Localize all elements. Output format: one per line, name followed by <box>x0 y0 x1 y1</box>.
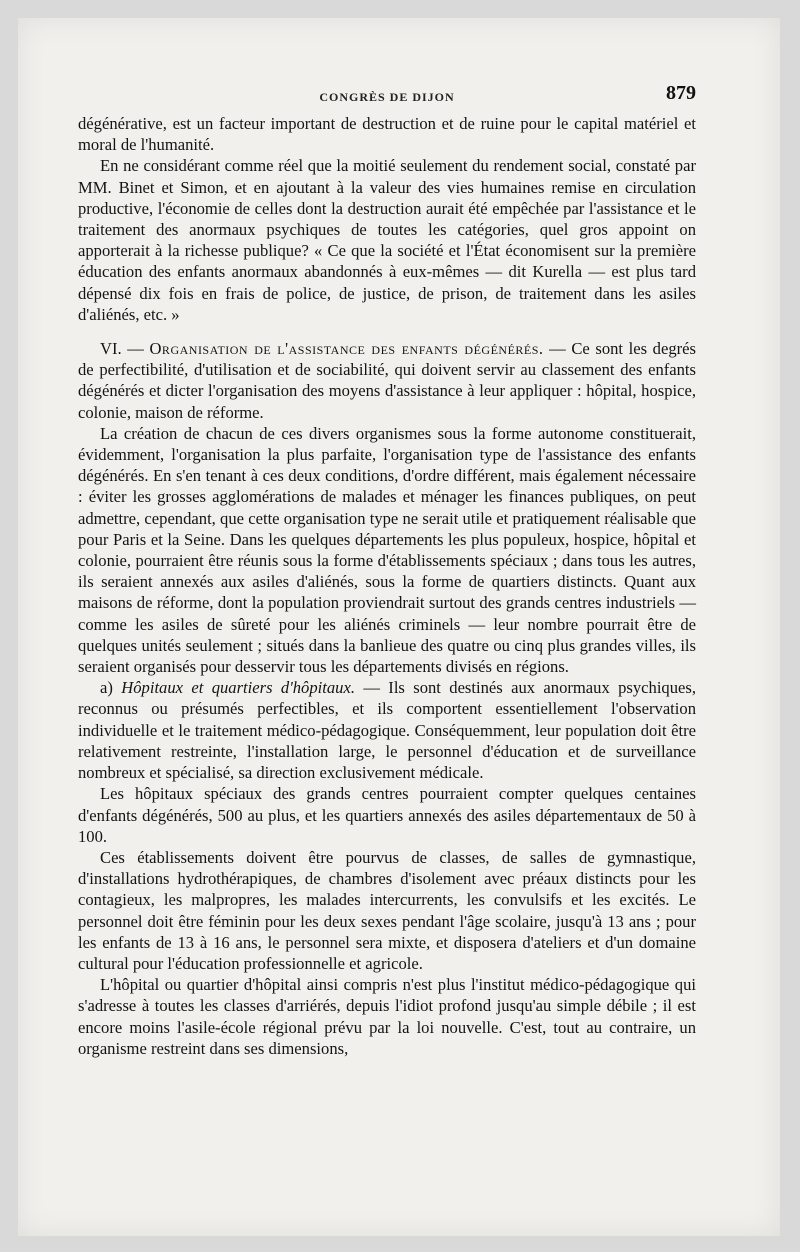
subsection-text: — Ils sont destinés aux anormaux psychiques, reconnus ou présumés perfectibles, et ils comportent essentiellement l'observation individuelle et le traitement médico-pédagogique. Conséquemment, leur population doit être relativement restreinte, l'installation large, le personnel d'éducation et de surveillance nombreux et spécialisé, sa direction exclusivement médicale. <box>78 678 697 783</box>
page-header <box>78 80 696 110</box>
running-title: CONGRÈS DE DIJON <box>319 90 455 104</box>
subsection-heading: Hôpitaux et quartiers d'hôpitaux. <box>121 678 355 698</box>
section-number: VI. — <box>100 339 150 359</box>
page-number: 879 <box>666 82 696 104</box>
subsection-label: a) <box>100 678 122 698</box>
body-text <box>78 113 696 1059</box>
paragraph-7: Ces établissements doivent être pourvus de classes, de salles de gymnastique, d'installations hydrothérapiques, de chambres d'isolement avec préaux distincts pour les contagieux, les malpropres, les malades intercurrents, les convulsifs et les excités. Le personnel doit être féminin pour les deux sexes pendant l'âge scolaire, jusqu'à 13 ans ; pour les enfants de 13 à 16 ans, le personnel sera mixte, et disposera d'ateliers et d'un domaine cultural pour l'éducation professionnelle et agricole. <box>78 847 696 973</box>
paragraph-4: La création de chacun de ces divers organismes sous la forme autonome constituerait, évidemment, l'organisation la plus parfaite, l'organisation type de l'assistance des enfants dégénérés. En s'en tenant à ces deux conditions, d'ordre différent, mais également nécessaire : éviter les grosses agglomérations de malades et ménager les finances publiques, on peut admettre, cependant, que cette organisation type ne serait utile et pratiquement réalisable que pour Paris et la Seine. Dans les quelques départements les plus populeux, hospice, hôpital et colonie, pourraient être réunis sous la forme d'établissements spéciaux ; dans tous les autres, ils seraient annexés aux asiles d'aliénés, sous la forme de quartiers distincts. Quant aux maisons de réforme, dont la population proviendrait surtout des grands centres industriels — comme les asiles de sûreté pour les aliénés criminels — leur nombre pourrait être de quelques unités seulement ; situés dans la banlieue des quatre ou cinq plus grandes villes, ils seraient organisés pour desservir tous les départements divisés en régions. <box>78 423 696 677</box>
subsection-a-paragraph <box>78 677 696 783</box>
section-vi-paragraph <box>78 338 696 423</box>
paragraph-6: Les hôpitaux spéciaux des grands centres pourraient compter quelques centaines d'enfants dégénérés, 500 au plus, et les quartiers annexés des asiles départementaux de 50 à 100. <box>78 784 696 846</box>
scanned-page <box>18 18 780 1236</box>
paragraph-1: dégénérative, est un facteur important de destruction et de ruine pour le capital matériel et moral de l'humanité. <box>78 114 696 155</box>
section-text: — Ce sont les degrés de perfectibilité, d'utilisation et de sociabilité, qui doivent servir au classement des enfants dégénérés et dicter l'organisation des moyens d'assistance à leur appliquer : hôpital, hospice, colonie, maison de réforme. <box>78 339 696 422</box>
paragraph-8: L'hôpital ou quartier d'hôpital ainsi compris n'est plus l'institut médico-pédagogique qui s'adresse à toutes les classes d'arriérés, depuis l'idiot profond jusqu'au simple débile ; il est encore moins l'asile-école régional prévu par la loi nouvelle. C'est, tout au contraire, un organisme restreint dans ses dimensions, <box>78 975 696 1058</box>
section-heading: Organisation de l'assistance des enfants dégénérés. <box>149 339 544 359</box>
paragraph-2: En ne considérant comme réel que la moitié seulement du rendement social, constaté par MM. Binet et Simon, et en ajoutant à la valeur des vies humaines remise en circulation productive, l'économie de celles dont la destruction aurait été empêchée par l'assistance et le traitement des anormaux psychiques de toutes les catégories, quel gros appoint on apporterait à la richesse publique? « Ce que la société et l'État économisent sur la première éducation des enfants anormaux abandonnés à eux-mêmes — dit Kurella — est plus tard dépensé dix fois en frais de police, de justice, de prison, de traitement dans les asiles d'aliénés, etc. » <box>78 156 696 324</box>
